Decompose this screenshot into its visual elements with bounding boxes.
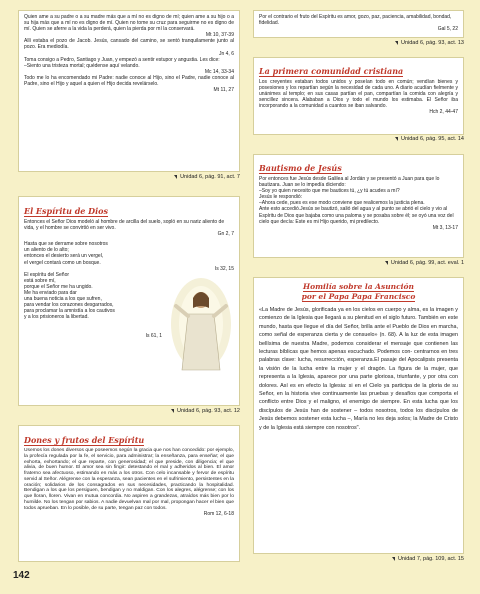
poem-line: entonces el desierto será un vergel, [24,253,104,260]
quote-text: Los creyentes estaban todos unidos y poseían todo en común; vendían bienes y posesiones y los repartían según la necesidad de cada uno. A diario acudían fielmente y unánimes al templo; en sus casas partían el pan, compartían la comida con alegría y sencillez sincera. Alababan a Dios y todo el mundo los estimaba. El Señor iba incorporando a la comunidad a cuantos se iban salvando. [259,79,458,110]
quote-text: Entonces el Señor Dios modeló al hombre de arcilla del suelo, sopló en su nariz aliento de vida, y el hombre se convirtió en ser vivo. [24,219,225,232]
quote-reference: Mt 10, 37-39 [205,32,234,39]
triangle-arrow-icon [392,557,395,561]
quote-text: –Siento una tristeza mortal; quédense aquí velando. [24,62,140,69]
quote-text: Quien ame a su padre o a su madre más que a mí no es digno de mí; quien ame a su hijo o a su hija más que a mí no es digno de mí. Quien no tome su cruz para seguirme no es digno de mí. Quien se aferre a la vida la perderá, quien la pierda por mí la conservará. [24,14,234,33]
quote-text: Todo me lo ha encomendado mi Padre: nadie conoce al Hijo, sino el Padre, nadie conoce al Padre, sino el Hijo y aquel a quien el Hijo decida revelárselo. [24,74,234,88]
poem-line: una buena noticia a los que sufren, [24,296,102,303]
bautismo-box [253,154,464,258]
triangle-arrow-icon [385,261,388,265]
triangle-arrow-icon [174,175,177,179]
quote-reference: Gn 2, 7 [217,231,234,238]
primera-comunidad-box [253,57,464,135]
jesus-figure-image [170,276,232,372]
poem-line: para vendar los corazones desgarrados, [24,302,114,309]
quote-reference: Hch 2, 44-47 [429,109,458,116]
poem-line: el vergel contará como un bosque. [24,259,101,266]
poem-line: Me ha enviado para dar [24,290,77,297]
quotes-box [18,10,240,172]
quote-text: Ante esto accedió.Jesús se bautizó, salió del agua y al punto se abrió el cielo y vio al Espíritu de Dios que bajaba como una paloma y se posaba sobre él; se oyó una voz del cielo que decía: Este es mi Hijo querido, mi predilecto. [259,206,454,225]
section-title: Homilía sobre la Asunción por el Papa Papa Francisco [301,282,416,301]
poem-line: y a los prisioneros la libertad. [24,314,89,321]
homily-text: «La Madre de Jesús, glorificada ya en los cielos en cuerpo y alma, es la imagen y comienzo de la Iglesia que llegará a su plenitud en el siglo futuro. También en este mundo, hasta que llegue el día del Señor, brilla ante el Pueblo de Dios en marcha, como señal de esperanza cierta y de consuelo» (n. 68). A la luz de esta imagen bellísima de nuestra Madre, podemos considerar el mensaje que contienen las lecturas bíblicas que hemos apenas escuchado. Podemos con- centrarnos en tres palabras clave: lucha, resurrección, esperanza.El pasaje del Apocalipsis presenta la visión de la lucha entre la mujer y el dragón. La figura de la mujer, que representa a la Iglesia, aparece por una parte gloriosa, triunfante, y por otra con dolores. Así es en efecto la Iglesia: si en el Cielo ya participa de la gloria de su Señor, en la historia vive continuamente las pruebas y desafíos que comporta el conflicto entre Dios y el maligno, el enemigo de siempre. En esta lucha que los discípulos de Jesús han de sostener – todos nosotros, todos los discípulos de Jesús debemos sostener esta lucha –, María no les deja solos; la Madre de Cristo y de la Iglesia está siempre con nosotros". [259,307,458,431]
quote-text: Por entonces fue Jesús desde Galilea al Jordán y se presentó a Juan para que lo bautizara. Juan se lo impedía diciendo: [259,176,440,189]
unit-caption: Unidad 6, pág. 99, act. eval. 1 [334,260,464,267]
quote-text: –Ahora cede, pues es ese modo conviene que realicemos la justicia plena. [259,200,425,207]
quote-text: Por el contrario el fruto del Espíritu es amor, gozo, paz, paciencia, amabilidad, bondad, fidelidad. [259,14,452,27]
unit-caption: Unidad 6, pág. 93, act. 12 [130,408,240,415]
quote-text: Toma consigo a Pedro, Santiago y Juan, y empezó a sentir estupor y angustia. Les dice: [24,56,220,63]
quote-text: Jesús le respondió: [259,194,303,201]
poem-line: está sobre mí, [24,277,56,284]
quote-reference: Rom 12, 6-18 [203,511,234,518]
espiritu-de-dios-box [18,196,240,406]
poem-line: porque el Señor me ha ungido. [24,283,93,290]
unit-caption: Unidad 6, pág. 95, act. 14 [354,136,464,143]
homilia-box [253,277,464,554]
unit-caption: Unidad 7, pág. 109, act. 15 [354,556,464,563]
poem-line: para proclamar la amnistía a los cautivos [24,308,115,315]
quote-reference: Gal 5, 22 [437,26,458,33]
section-title: Bautismo de Jesús [259,163,342,173]
triangle-arrow-icon [171,409,174,413]
quote-text: Allí estaba el pozo de Jacob. Jesús, cansado del camino, se sentó tranquilamente junto al pozo. Era mediodía. [24,38,234,51]
dones-frutos-box [18,425,240,562]
unit-caption: Unidad 6, pág. 93, act. 13 [354,40,464,47]
quote-reference: Mt 3, 13-17 [432,224,458,231]
poem-line: un aliento de lo alto; [24,247,69,254]
quote-reference: Jn 4, 6 [218,50,234,57]
quote-text: –Soy yo quien necesito que me bautices tú, ¿y tú acudes a mí? [259,188,400,195]
quote-reference: Mc 14, 33-34 [204,68,234,75]
quote-text: Usemos los dones diversos que poseemos según la gracia que nos han concedido: por ejemplo, la profecía regulada por la fe, el servicio, para administrar; la enseñanza, para enseñar; el que exhorta, exhortando; el que reparte, con generosidad; el que preside, con diligencia; el que alivia, de buen humor. El amor sea sin fingir: detestando el mal y adheridos al bien. El amor fraterno sea afectuoso, estimando en más a los otros. Con celo incansable y fervor de espíritu servid al Señor. Alégrense con la esperanza, sean pacientes en el sufrimiento, persistentes en la oración; solidarios de los consagrados en sus necesidades, practicando la hospitalidad. Bendigan a los que los persiguen, bendigan y no maldigan. Con los alegres, alégrense; con los que lloran, lloren. Vivan en mutua concordia. No aspiren a grandezas, atraídos más bien por lo humilde. No los tengan por sabios. A nadie devuelvan mal por mal, propongan hacer el bien que todos aprueban. En lo posible, de su parte, tengan paz con todos. [24,448,234,511]
section-title: La primera comunidad cristiana [259,66,404,76]
triangle-arrow-icon [395,41,398,45]
section-title: Dones y frutos del Espíritu [24,435,145,445]
quote-reference: Is 32, 15 [214,265,234,272]
fruto-espiritu-box [253,10,464,38]
triangle-arrow-icon [395,137,398,141]
poem-line: El espíritu del Señor [24,271,70,278]
poem-line: Hasta que se derrame sobre nosotros [24,241,108,248]
quote-reference: Is 61, 1 [145,332,162,339]
unit-caption: Unidad 6, pág. 91, act. 7 [140,174,240,181]
section-title: El Espíritu de Dios [24,206,108,216]
page-number: 142 [13,570,30,581]
quote-reference: Mt 11, 27 [213,87,234,94]
